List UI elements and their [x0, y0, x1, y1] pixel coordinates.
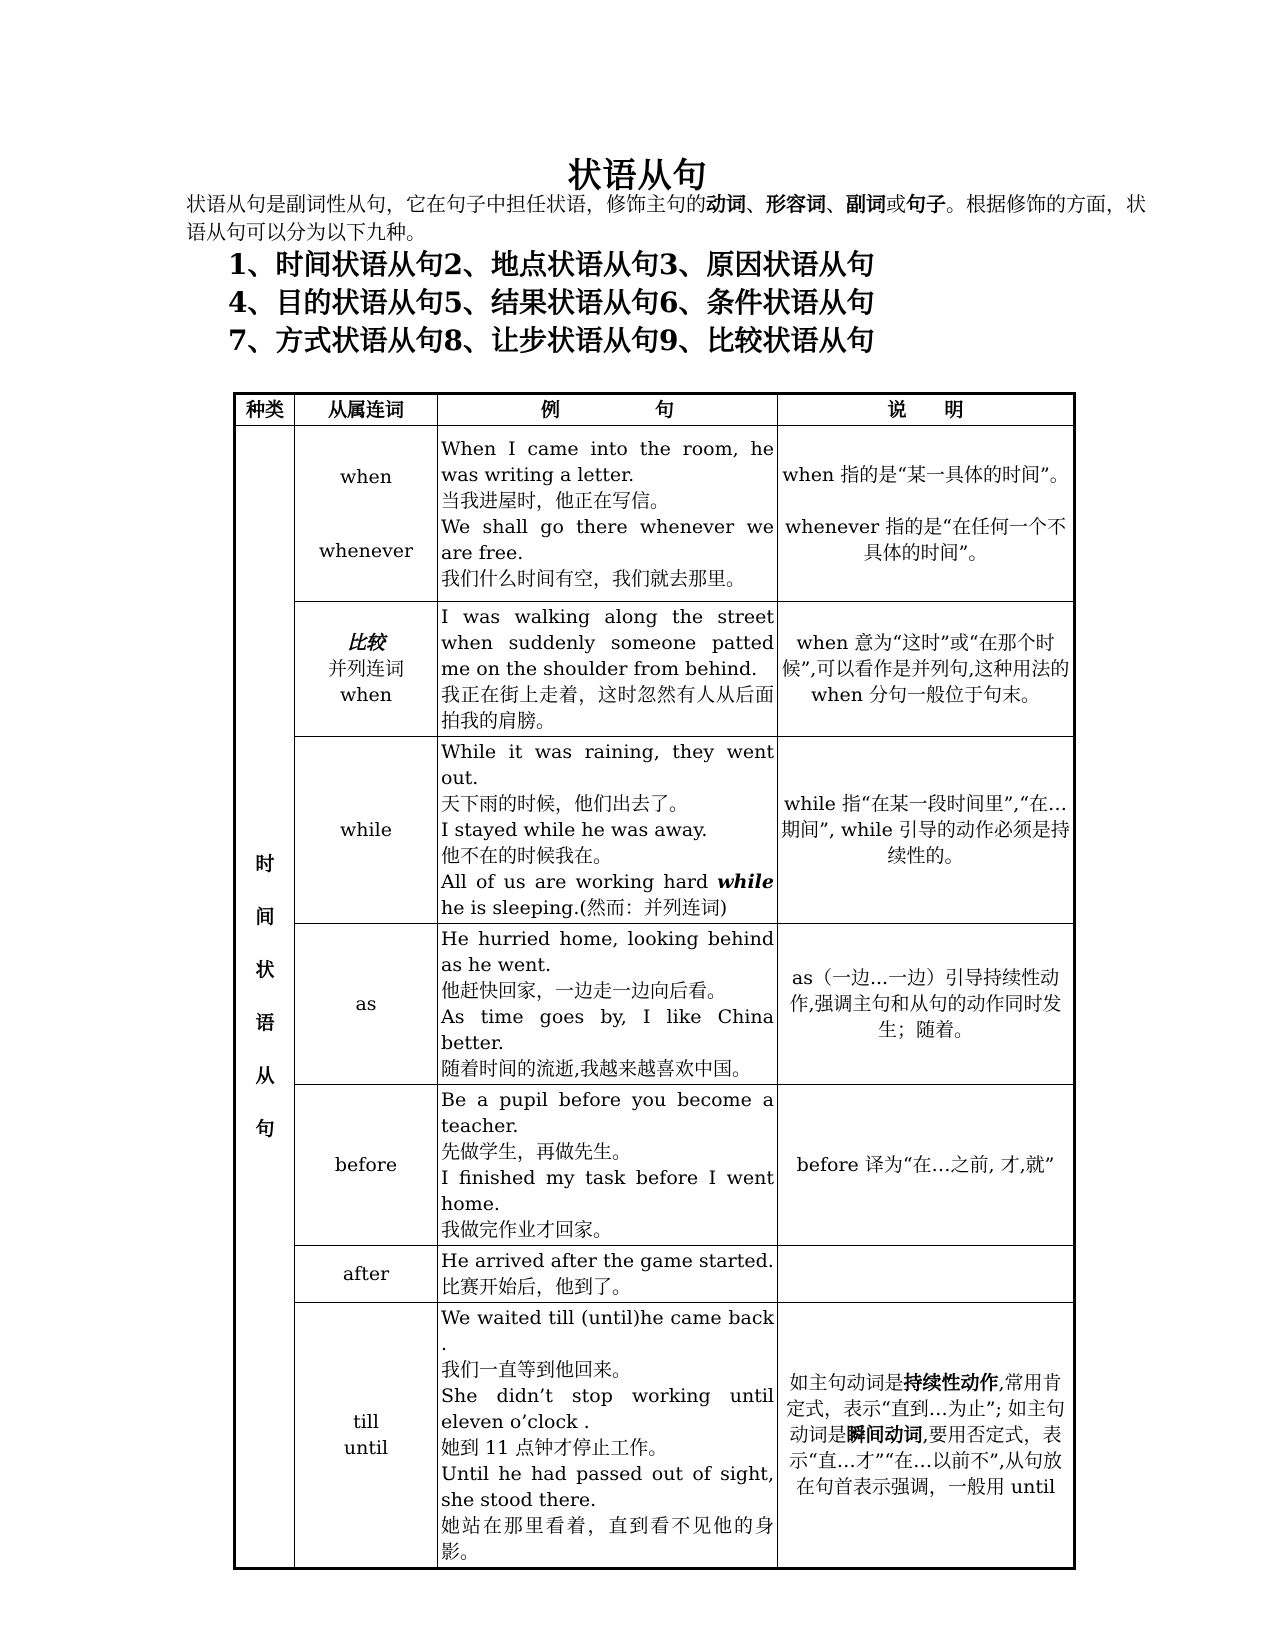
example-en: I finished my task before I went home. [441, 1167, 774, 1215]
note-cell [778, 602, 1075, 737]
note-text: when 意为“这时”或“在那个时候”,可以看作是并列句,这种用法的 when 分句一般位于句末。 [781, 632, 1070, 706]
adverbial-clause-table [233, 392, 1076, 1570]
example-zh: 我做完作业才回家。 [441, 1219, 613, 1241]
example-zh: 他不在的时候我在。 [441, 845, 613, 867]
header-cell: 从属连词 [295, 394, 438, 426]
conjunction-cell [295, 1303, 438, 1569]
intro-text: 、 [826, 192, 846, 216]
example-en: Until he had passed out of sight, she stood there. [441, 1463, 774, 1511]
note-text: as（一边...一边）引导持续性动作,强调主句和从句的动作同时发生；随着。 [789, 967, 1062, 1041]
conjunction-cell [295, 426, 438, 602]
note-text: before 译为“在…之前, 才,就” [796, 1154, 1055, 1176]
example-en: I stayed while he was away. [441, 819, 708, 841]
example-zh: 她站在那里看着，直到看不见他的身影。 [441, 1515, 774, 1563]
example-cell [438, 602, 778, 737]
example-text: he is sleeping.(然而：并列连词) [441, 897, 728, 919]
note-cell [778, 1303, 1075, 1569]
clause-type-row: 7、方式状语从句8、让步状语从句9、比较状语从句 [228, 324, 875, 357]
note-text: ,要用否定式，表示“直…才”“在…以前不”,从句放在句首表示强调，一般用 until [789, 1424, 1062, 1498]
example-zh: 她到 11 点钟才停止工作。 [441, 1437, 668, 1459]
example-text: All of us are working hard [441, 871, 718, 893]
example-en: We shall go there whenever we are free. [441, 515, 774, 564]
example-en: He hurried home, looking behind as he went. [441, 928, 774, 976]
example-zh: 我们一直等到他回来。 [441, 1359, 632, 1381]
example-cell [438, 1246, 778, 1303]
conjunction-cell: before [295, 1085, 438, 1246]
example-zh: 我们什么时间有空，我们就去那里。 [441, 567, 746, 590]
header-cell: 种类 [235, 394, 295, 426]
example-en: As time goes by, I like China better. [441, 1006, 774, 1054]
example-cell [438, 924, 778, 1085]
example-zh: 我正在街上走着，这时忽然有人从后面拍我的肩膀。 [441, 684, 774, 732]
kind-char: 间 [255, 906, 275, 928]
example-cell [438, 1303, 778, 1569]
conjunction: when [340, 684, 392, 706]
conjunction-cell: after [295, 1246, 438, 1303]
intro-paragraph [186, 190, 1146, 246]
note-bold: 瞬间动词 [846, 1424, 923, 1446]
conjunction-compare: 比较 [346, 632, 385, 654]
intro-text: 状语从句是副词性从句，它在句子中担任状语，修饰主句的 [186, 192, 706, 216]
example-en [441, 869, 774, 921]
example-en: I was walking along the street when suddenly someone patted me on the shoulder from behind. [441, 606, 774, 680]
intro-text: 或 [886, 192, 906, 216]
note-bold: 持续性动作 [903, 1372, 999, 1394]
page-title: 状语从句 [567, 156, 708, 196]
note-cell [778, 737, 1075, 924]
example-en: While it was raining, they went out. [441, 741, 774, 789]
note-cell [778, 1085, 1075, 1246]
table-row [235, 1303, 1075, 1569]
example-emphasis: while [717, 871, 774, 893]
conjunction: 并列连词 [327, 658, 404, 680]
intro-bold: 句子 [906, 192, 946, 216]
note-text: when 指的是“某一具体的时间”。 [782, 463, 1069, 486]
note-text: ,常用肯定式，表示“直到…为止”; 如主句动词是 [786, 1372, 1065, 1446]
note-text: whenever 指的是“在任何一个不具体的时间”。 [784, 515, 1067, 564]
kind-char: 语 [255, 1012, 275, 1034]
note-text: while 指“在某一段时间里”,“在…期间”, while 引导的动作必须是持续性的。 [781, 793, 1070, 867]
example-zh: 先做学生，再做先生。 [441, 1141, 632, 1163]
table-row [235, 602, 1075, 737]
intro-bold: 动词 [706, 192, 746, 216]
kind-cell [235, 426, 295, 1569]
header-cell: 例 句 [438, 394, 778, 426]
conjunction: when [340, 465, 392, 488]
clause-type-list [228, 246, 874, 360]
example-zh: 当我进屋时，他正在写信。 [441, 489, 670, 512]
conjunction: whenever [318, 539, 414, 562]
conjunction-cell: while [295, 737, 438, 924]
note-text: 如主句动词是 [789, 1372, 904, 1394]
example-en: She didn’t stop working until eleven o’clock . [441, 1385, 774, 1433]
clause-type-row: 1、时间状语从句2、地点状语从句3、原因状语从句 [228, 248, 875, 281]
example-en: Be a pupil before you become a teacher. [441, 1089, 774, 1137]
example-en: When I came into the room, he was writing a letter. [441, 437, 774, 486]
intro-bold: 形容词 [766, 192, 826, 216]
example-cell [438, 426, 778, 602]
example-cell [438, 737, 778, 924]
table-header-row [235, 394, 1075, 426]
kind-char: 句 [255, 1118, 275, 1140]
example-cell [438, 1085, 778, 1246]
intro-text: 。根据修饰的方面，状语从句可以分为以下九种。 [186, 192, 1146, 244]
note-cell [778, 426, 1075, 602]
intro-text: 、 [746, 192, 766, 216]
conjunction: until [343, 1437, 389, 1459]
example-zh: 他赶快回家，一边走一边向后看。 [441, 980, 727, 1002]
conjunction-cell: as [295, 924, 438, 1085]
note-cell [778, 1246, 1075, 1303]
table-row [235, 1246, 1075, 1303]
example-zh: 天下雨的时候，他们出去了。 [441, 793, 689, 815]
header-cell: 说 明 [778, 394, 1075, 426]
kind-char: 状 [255, 959, 275, 981]
clause-type-row: 4、目的状语从句5、结果状语从句6、条件状语从句 [228, 286, 875, 319]
table-row [235, 737, 1075, 924]
kind-char: 时 [255, 853, 275, 875]
example-en: He arrived after the game started. [441, 1250, 774, 1272]
example-zh: 比赛开始后，他到了。 [441, 1276, 632, 1298]
conjunction-cell [295, 602, 438, 737]
kind-char: 从 [255, 1065, 275, 1087]
table-row [235, 1085, 1075, 1246]
table-row [235, 426, 1075, 602]
intro-bold: 副词 [846, 192, 886, 216]
conjunction: till [353, 1411, 379, 1433]
example-zh: 随着时间的流逝,我越来越喜欢中国。 [441, 1058, 752, 1080]
example-en: We waited till (until)he came back . [441, 1307, 774, 1355]
table-row [235, 924, 1075, 1085]
note-cell [778, 924, 1075, 1085]
